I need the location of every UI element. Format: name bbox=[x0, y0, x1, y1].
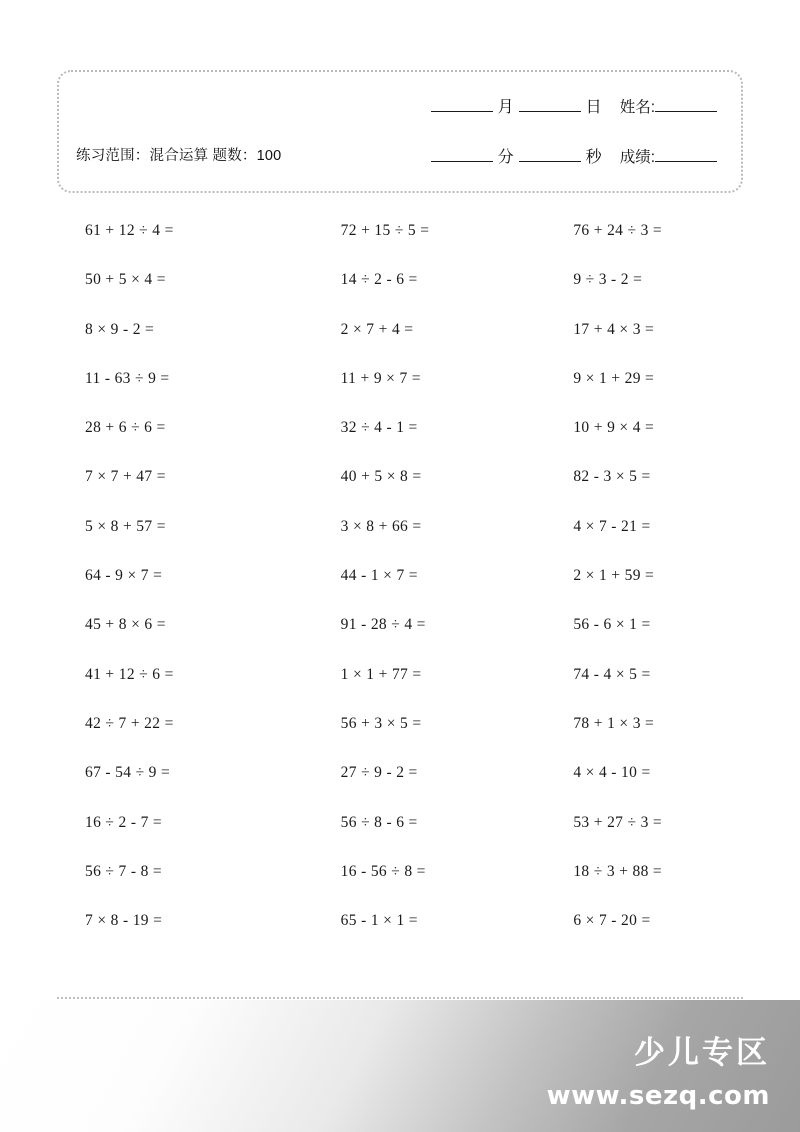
problem-item: 44 - 1 × 7 = bbox=[340, 567, 418, 585]
problem-item: 2 × 1 + 59 = bbox=[573, 567, 655, 585]
problem-item: 14 ÷ 2 - 6 = bbox=[340, 271, 418, 289]
problem-item: 7 × 8 - 19 = bbox=[85, 912, 163, 930]
problem-item: 9 ÷ 3 - 2 = bbox=[573, 271, 643, 289]
practice-scope-label: 练习范围：混合运算 题数：100 bbox=[76, 148, 282, 164]
problem-item: 27 ÷ 9 - 2 = bbox=[340, 764, 418, 782]
problem-item: 67 - 54 ÷ 9 = bbox=[85, 764, 171, 782]
problem-item: 65 - 1 × 1 = bbox=[340, 912, 418, 930]
problem-item: 8 × 9 - 2 = bbox=[85, 320, 155, 338]
problem-item: 41 + 12 ÷ 6 = bbox=[85, 665, 174, 683]
worksheet-header-box bbox=[57, 70, 743, 193]
problem-item: 11 + 9 × 7 = bbox=[340, 369, 421, 387]
watermark-brand-text: 少儿专区 bbox=[634, 1035, 770, 1071]
problem-item: 40 + 5 × 8 = bbox=[340, 468, 422, 486]
problem-item: 7 × 7 + 47 = bbox=[85, 468, 166, 486]
day-unit-label: 日 bbox=[585, 99, 602, 116]
problem-item: 17 + 4 × 3 = bbox=[573, 320, 655, 338]
problem-item: 56 - 6 × 1 = bbox=[573, 616, 651, 634]
problem-item: 82 - 3 × 5 = bbox=[573, 468, 651, 486]
score-label: 成绩: bbox=[619, 149, 655, 166]
day-blank-rule[interactable] bbox=[519, 111, 581, 112]
problem-item: 10 + 9 × 4 = bbox=[573, 419, 655, 437]
name-blank-rule[interactable] bbox=[655, 111, 717, 112]
problem-item: 72 + 15 ÷ 5 = bbox=[340, 222, 430, 239]
problem-item: 45 + 8 × 6 = bbox=[85, 616, 166, 634]
second-blank-rule[interactable] bbox=[519, 161, 581, 162]
minute-blank-rule[interactable] bbox=[431, 161, 493, 162]
problem-item: 9 × 1 + 29 = bbox=[573, 369, 655, 387]
problem-item: 50 + 5 × 4 = bbox=[85, 271, 166, 289]
problem-item: 91 - 28 ÷ 4 = bbox=[340, 616, 426, 634]
problem-item: 16 - 56 ÷ 8 = bbox=[340, 862, 426, 880]
date-line bbox=[387, 94, 717, 128]
problems-grid bbox=[57, 206, 743, 945]
score-blank-rule[interactable] bbox=[655, 161, 717, 162]
problem-item: 5 × 8 + 57 = bbox=[85, 517, 166, 535]
problem-item: 76 + 24 ÷ 3 = bbox=[573, 222, 662, 239]
problem-item: 64 - 9 × 7 = bbox=[85, 567, 163, 585]
problem-item: 56 ÷ 8 - 6 = bbox=[340, 813, 418, 831]
month-blank-rule[interactable] bbox=[431, 111, 493, 112]
name-label: 姓名: bbox=[619, 99, 655, 116]
page-number-badge bbox=[375, 1029, 429, 1069]
problem-item: 32 ÷ 4 - 1 = bbox=[340, 419, 418, 437]
problem-item: 6 × 7 - 20 = bbox=[573, 912, 651, 930]
problem-item: 42 ÷ 7 + 22 = bbox=[85, 714, 174, 732]
time-line bbox=[387, 144, 717, 178]
problem-item: 2 × 7 + 4 = bbox=[340, 320, 414, 338]
problem-item: 1 × 1 + 77 = bbox=[340, 665, 422, 683]
problem-item: 18 ÷ 3 + 88 = bbox=[573, 862, 662, 880]
problem-item: 11 - 63 ÷ 9 = bbox=[85, 369, 170, 387]
footer-divider bbox=[57, 997, 743, 999]
problem-item: 4 × 7 - 21 = bbox=[573, 517, 651, 535]
problem-item: 16 ÷ 2 - 7 = bbox=[85, 813, 162, 831]
problem-item: 4 × 4 - 10 = bbox=[573, 764, 651, 782]
problem-item: 74 - 4 × 5 = bbox=[573, 665, 651, 683]
header-fields bbox=[387, 94, 717, 178]
problem-item: 3 × 8 + 66 = bbox=[340, 517, 422, 535]
watermark-url-text: www.sezq.com bbox=[546, 1081, 770, 1111]
problem-item: 28 + 6 ÷ 6 = bbox=[85, 419, 166, 437]
problem-item: 78 + 1 × 3 = bbox=[573, 714, 655, 732]
problem-item: 61 + 12 ÷ 4 = bbox=[85, 222, 174, 239]
problem-item: 53 + 27 ÷ 3 = bbox=[573, 813, 662, 831]
problem-item: 56 ÷ 7 - 8 = bbox=[85, 862, 162, 880]
month-unit-label: 月 bbox=[497, 99, 514, 116]
second-unit-label: 秒 bbox=[585, 149, 602, 166]
problem-item: 56 + 3 × 5 = bbox=[340, 714, 422, 732]
minute-unit-label: 分 bbox=[497, 149, 514, 166]
